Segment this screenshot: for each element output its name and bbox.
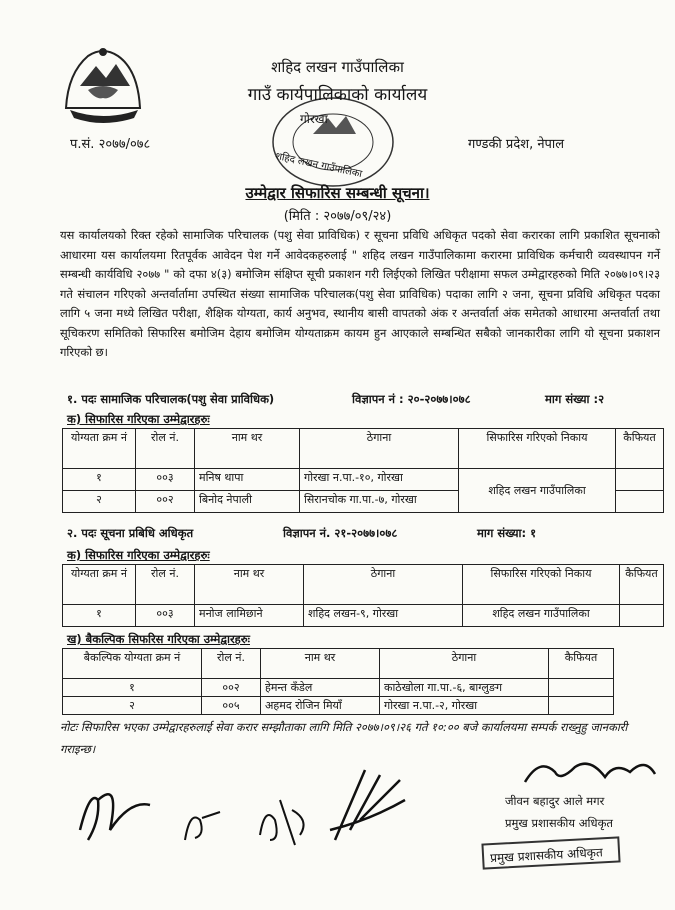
post1-title: १. पदः सामाजिक परिचालक(पशु सेवा प्राविधिक) bbox=[67, 392, 275, 406]
agency-cell: शहिद लखन गाउँपालिका bbox=[459, 469, 616, 513]
municipality-name: शहिद लखन गाउँपालिका bbox=[271, 58, 404, 76]
post2-ad-number: विज्ञापन नं. २१-२०७७।०७८ bbox=[283, 526, 398, 540]
post1-ad-number: विज्ञापन नं : २०-२०७७।०७८ bbox=[352, 392, 471, 406]
table-row: २ ००५ अहमद रोजिन मियाँ गोरखा न.पा.-२, गोरखा bbox=[63, 697, 614, 715]
designation-stamp: प्रमुख प्रशासकीय अधिकृत bbox=[481, 836, 620, 869]
col-rank: योग्यता क्रम नं bbox=[63, 429, 136, 469]
office-place: गोरखा bbox=[300, 112, 328, 126]
stamp-text: शहिद लखन गाउँपालिका bbox=[274, 150, 363, 181]
notice-body: यस कार्यालयको रिक्त रहेको सामाजिक परिचालक (पशु सेवा प्राविधिक) र सूचना प्रविधि अधिकृत पदको सेवा करारका लागि प्रकाशित सूचनाको आधारमा यस कार्यालयमा रितपूर्वक आवेदन पेश गर्ने आवेदकहरुलाई " शहिद लखन गाउँपालिकामा करारमा प्राविधिक कर्मचारी व्यवस्थापन गर्ने सम्बन्धी कार्यविधि २०७७ " को दफा ४(३) बमोजिम संक्षिप्त सूची प्रकाशन गरी लिईएको लिखित परीक्षामा सफल उम्मेद्वारहरुको मिति २०७७।०९।२३ गते संचालन गरिएको अन्तर्वार्तामा उपस्थित संख्या सामाजिक परिचालक(पशु सेवा प्राविधिक) पदाका लागि २ जना, सूचना प्रविधि अधिकृत पदका लागि ५ जना मध्ये लिखित परीक्षा, शैक्षिक योग्यता, कार्य अनुभव, स्थानीय बासी वापतको अंक र अन्तर्वार्ता अंक समेतको आधारमा अन्तर्वार्ता तथा सूचिकरण समितिको सिफारिस बमोजिम देहाय बमोजिम योग्यताक्रम कायम हुन आएकाले सम्बन्धित सबैको जानकारीका लागि यो सूचना प्रकाशन गरिएको छ। bbox=[60, 228, 660, 359]
signature-3-icon bbox=[250, 790, 320, 850]
col-name: नाम थर bbox=[195, 429, 300, 469]
table-row: २ ००२ बिनोद नेपाली सिरानचोक गा.पा.-७, गोरखा bbox=[63, 491, 664, 513]
table-header-row: योग्यता क्रम नं रोल नं. नाम थर ठेगाना सिफारिस गरिएको निकाय कैफियत bbox=[63, 565, 664, 605]
post2-subheading: क) सिफारिस गरिएका उम्मेद्वारहरुः bbox=[67, 548, 210, 562]
note-text: नोटः सिफारिस भएका उम्मेद्वारहरुलाई सेवा करार सम्झौताका लागि मिति २०७७।०९।२६ गते १०:०० बजे कार्यालयमा सम्पर्क राख्नुहु जानकारी गराइन्छ। bbox=[60, 720, 628, 756]
officer-designation: प्रमुख प्रशासकीय अधिकृत bbox=[505, 816, 613, 830]
alternate-table bbox=[62, 648, 614, 715]
post2-demand: माग संख्या: १ bbox=[477, 526, 537, 540]
province-text: गण्डकी प्रदेश, नेपाल bbox=[468, 137, 565, 152]
signature-4-icon bbox=[320, 760, 410, 850]
office-seal-stamp bbox=[268, 92, 398, 192]
col-address: ठेगाना bbox=[300, 429, 459, 469]
notice-date: (मिति : २०७७/०९/२४) bbox=[283, 209, 392, 224]
col-agency: सिफारिस गरिएको निकाय bbox=[459, 429, 616, 469]
col-remarks: कैफियत bbox=[616, 429, 664, 469]
officer-signature-icon bbox=[520, 752, 660, 792]
reference-number: प.सं. २०७७/०७८ bbox=[70, 137, 151, 152]
post1-demand: माग संख्या :२ bbox=[545, 392, 605, 406]
signature-1-icon bbox=[70, 770, 160, 850]
notice-title: उम्मेद्वार सिफारिस सम्बन्धी सूचना। bbox=[245, 184, 430, 202]
table-header-row bbox=[63, 429, 664, 469]
post1-table bbox=[62, 428, 664, 513]
officer-block bbox=[505, 790, 613, 834]
alt-subheading: ख) बैकल्पिक सिफरिस गरिएका उम्मेद्वारहरुः bbox=[67, 632, 250, 646]
office-name: गाउँ कार्यपालिकाको कार्यालय bbox=[247, 85, 428, 105]
table-header-row: बैकल्पिक योग्यता क्रम नं रोल नं. नाम थर ठेगाना कैफियत bbox=[63, 649, 614, 679]
post2-title: २. पदः सूचना प्रबिधि अधिकृत bbox=[67, 526, 194, 540]
table-row: १ ००३ मनिष थापा गोरखा न.पा.-१०, गोरखा शहिद लखन गाउँपालिका bbox=[63, 469, 664, 491]
table-row: १ ००२ हेमन्त कँडेल काठेखोला गा.पा.-६, बाग्लुङग bbox=[63, 679, 614, 697]
signature-2-icon bbox=[180, 800, 230, 850]
post2-table bbox=[62, 564, 664, 627]
officer-name: जीवन बहादुर आले मगर bbox=[505, 794, 605, 808]
col-roll: रोल नं. bbox=[136, 429, 195, 469]
post1-subheading: क) सिफारिस गरिएका उम्मेद्वारहरुः bbox=[67, 412, 210, 426]
table-row: १ ००३ मनोज लामिछाने शहिद लखन-९, गोरखा शहिद लखन गाउँपालिका bbox=[63, 605, 664, 627]
